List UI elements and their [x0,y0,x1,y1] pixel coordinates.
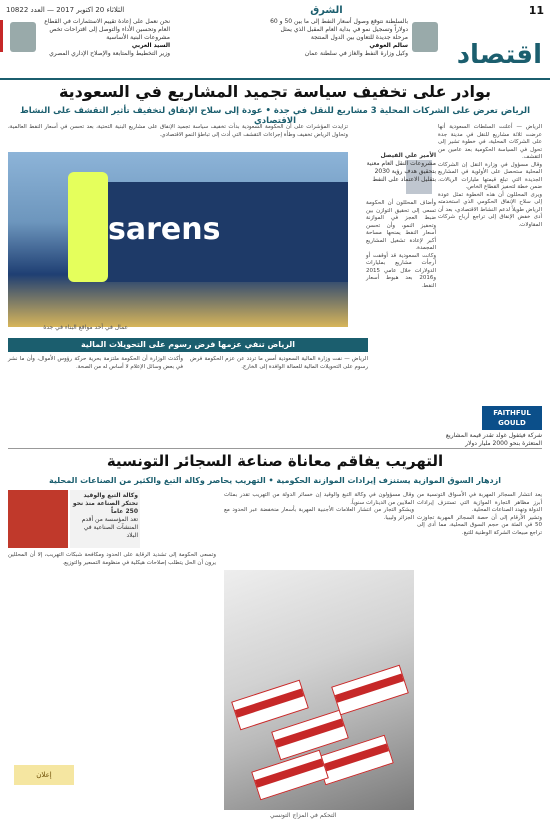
article2-headline: التهريب يفاقم معاناة صناعة السجائر التونسية [106,452,444,470]
article2-col-right [417,492,542,812]
tobacco-agency-photo [8,490,68,548]
article2-col-left-text: وتسعى الحكومة إلى تشديد الرقابة على الحدود ومكافحة شبكات التهريب، إلا أن المحللين يرون أن الحل يتطلب إصلاحات هيكلية في منظومة التسعير والتوزيع. [6,552,216,566]
quote-name: الأمير علي الفيصل [380,152,436,159]
info-box [70,490,140,548]
article1-col-right-text: الرياض — أعلنت السلطات السعودية أنها عرضت ثلاثة مشاريع للنقل في مدينة جدة على الشركات المحلية، في خطوة تشير إلى تحول في السياسة الحكومية بعد عامين من التقشف. وقال مسؤول في وزارة النقل إن الشركات المحلية ستحصل على الأولوية في المشاريع الجديدة التي تبلغ قيمتها مليارات الريالات، ضمن خطة لتحفيز القطاع الخاص. ويرى المحللون أن هذه الخطوة تمثل عودة إلى سلاح الإنفاق الحكومي الذي استخدمته الرياض طويلاً لدعم النشاط الاقتصادي، بعد أن أدى خفض الإنفاق إلى تراجع أرباح شركات المقاولات. [438,124,542,228]
article2-col-left [8,552,216,762]
photo1-caption: عمال في أحد مواقع البناء في جدة [43,324,128,331]
quote-box [366,152,436,184]
teaser-left-text: نحن نعمل على إعادة تقييم الاستثمارات في القطاع العام وتحسين الأداء والتوصل إلى اقتراحات تخص مشروعات البنية الأساسية [44,18,170,41]
article1-intro-text: تزايدت المؤشرات على أن الحكومة السعودية بدأت تخفيف سياسة تجميد الإنفاق على مشاريع البنية التحتية، بعد تحسن في أسعار النفط العالمية، وتحاول الرياض تخفيف وطأة إجراءات التقشف التي أدت إلى تباطؤ النمو الاقتصادي. [6,124,348,138]
band-col-right-text: الرياض — نفت وزارة المالية السعودية أمس ما تردد عن عزم الحكومة فرض رسوم على التحويلات المالية للعمالة الوافدة إلى الخارج. [188,356,368,370]
page-number: 11 [528,3,544,17]
article1-col-middle [366,200,436,330]
section-divider [8,448,542,449]
teaser-right-text: بالسلطنة نتوقع وصول أسعار النفط إلى ما بين 50 و 60 دولاراً وتسجيل نمو في بداية العام المقبل الذي يمثل مرحلة جديدة للتعاون بين الدول المنتجة [270,18,408,41]
avatar-right [412,22,438,52]
box-title: وكالة التبغ والوقيد تحتكر الصناعة منذ نحو 250 عاماً [72,492,138,515]
avatar-left [10,22,36,52]
photo2-caption: التحكم في المزاج التونسي [270,812,337,819]
box-text: تعد المؤسسة من أقدم المنشآت الصناعية في البلاد [81,516,138,539]
section-title: اقتصاد [456,40,542,70]
article2-col-middle [224,492,414,566]
red-accent-bar [0,20,3,52]
band-col-left-text: وأكدت الوزارة أن الحكومة ملتزمة بحرية حركة رؤوس الأموال، وأن ما نشر في بعض وسائل الإعلام لا أساس له من الصحة. [6,356,183,370]
teaser-left-subtitle: وزير التخطيط والمتابعة والإصلاح الإداري المصري [49,50,170,57]
article2-col-right-text: يعد انتشار السجائر المهربة في الأسواق التونسية من أبرز مظاهر التجارة الموازية التي تستنزف إيرادات الدولة وتهدد الصناعات المحلية. وتشير الأرقام إلى أن حصة السجائر المهربة تجاوزت 50 في المئة من حجم السوق المحلية، مما أدى إلى تراجع مبيعات الشركة الوطنية للتبغ. [417,492,542,536]
faithful-gould-logo: FAITHFUL GOULD [482,406,542,430]
crane-brand-graphic: sarens [108,212,221,247]
band-col-left [8,356,183,446]
masthead-bar [0,0,550,80]
article2-subhead: ازدهار السوق الموازية يستنزف إيرادات الموازنة الحكومية • التهريب يحاصر وكالة التبغ والكثير من الصناعات المحلية [49,476,501,485]
article1-col-right [438,124,542,404]
teaser-left-title: السيد العربي [131,42,170,49]
quote-text: مشروعات النقل العام معنية بتحقيق هدف رؤية 2030 بتقليل الاعتماد على النفط [366,160,436,183]
article1-headline: بوادر على تخفيف سياسة تجميد المشاريع في السعودية [58,82,492,101]
article1-col-middle-text: وأضاف المحللون أن الحكومة تسعى إلى تحقيق التوازن بين ضبط العجز في الموازنة وتحفيز النمو، وأن تحسن أسعار النفط يمنحها مساحة أكبر لإعادة تشغيل المشاريع المجمدة. وكانت السعودية قد أوقفت أو أرجأت مشاريع بمليارات الدولارات خلال عامي 2015 و2016 بعد هبوط أسعار النفط. [366,200,436,289]
article1-intro [8,124,348,150]
teaser-left [40,18,170,58]
cigarette-packs-photo [224,570,414,810]
worker-figure [68,172,108,282]
date-line: الثلاثاء 20 اكتوبر 2017 — العدد 10822 [6,6,125,14]
ad-logo: إعلان [14,765,74,785]
top-line [6,3,544,17]
article2-col-middle-text: وقال مسؤولون في وكالة التبغ والوقيد إن خسائر الدولة من التهريب تقدر بمئات الملايين من الدينارات سنوياً. ويشكو التجار من انتشار العلامات الأجنبية المهربة بأسعار منخفضة عبر الحدود مع الجزائر وليبيا. [224,492,414,521]
sidebar-note: شركة فيثفول غولد تقدر قيمة المشاريع المتعثرة بنحو 2000 مليار دولار [445,432,542,447]
teaser-right [268,18,408,58]
cigarette-pack [331,665,409,716]
secondary-headline-band: الرياض تنفي عزمها فرض رسوم على التحويلات المالية [8,338,368,352]
masthead-name: الشرق [310,4,343,16]
teaser-right-title: سالم العوفي [369,42,408,49]
teaser-right-subtitle: وكيل وزارة النفط والغاز في سلطنة عمان [304,50,408,57]
band-col-right [190,356,368,446]
construction-photo [8,152,348,327]
article1-subhead: الرياض تعرض على الشركات المحلية 3 مشاريع للنقل في جدة • عودة إلى سلاح الإنفاق لتخفيف تأثير التقشف على النشاط الاقتصادي [19,106,531,126]
